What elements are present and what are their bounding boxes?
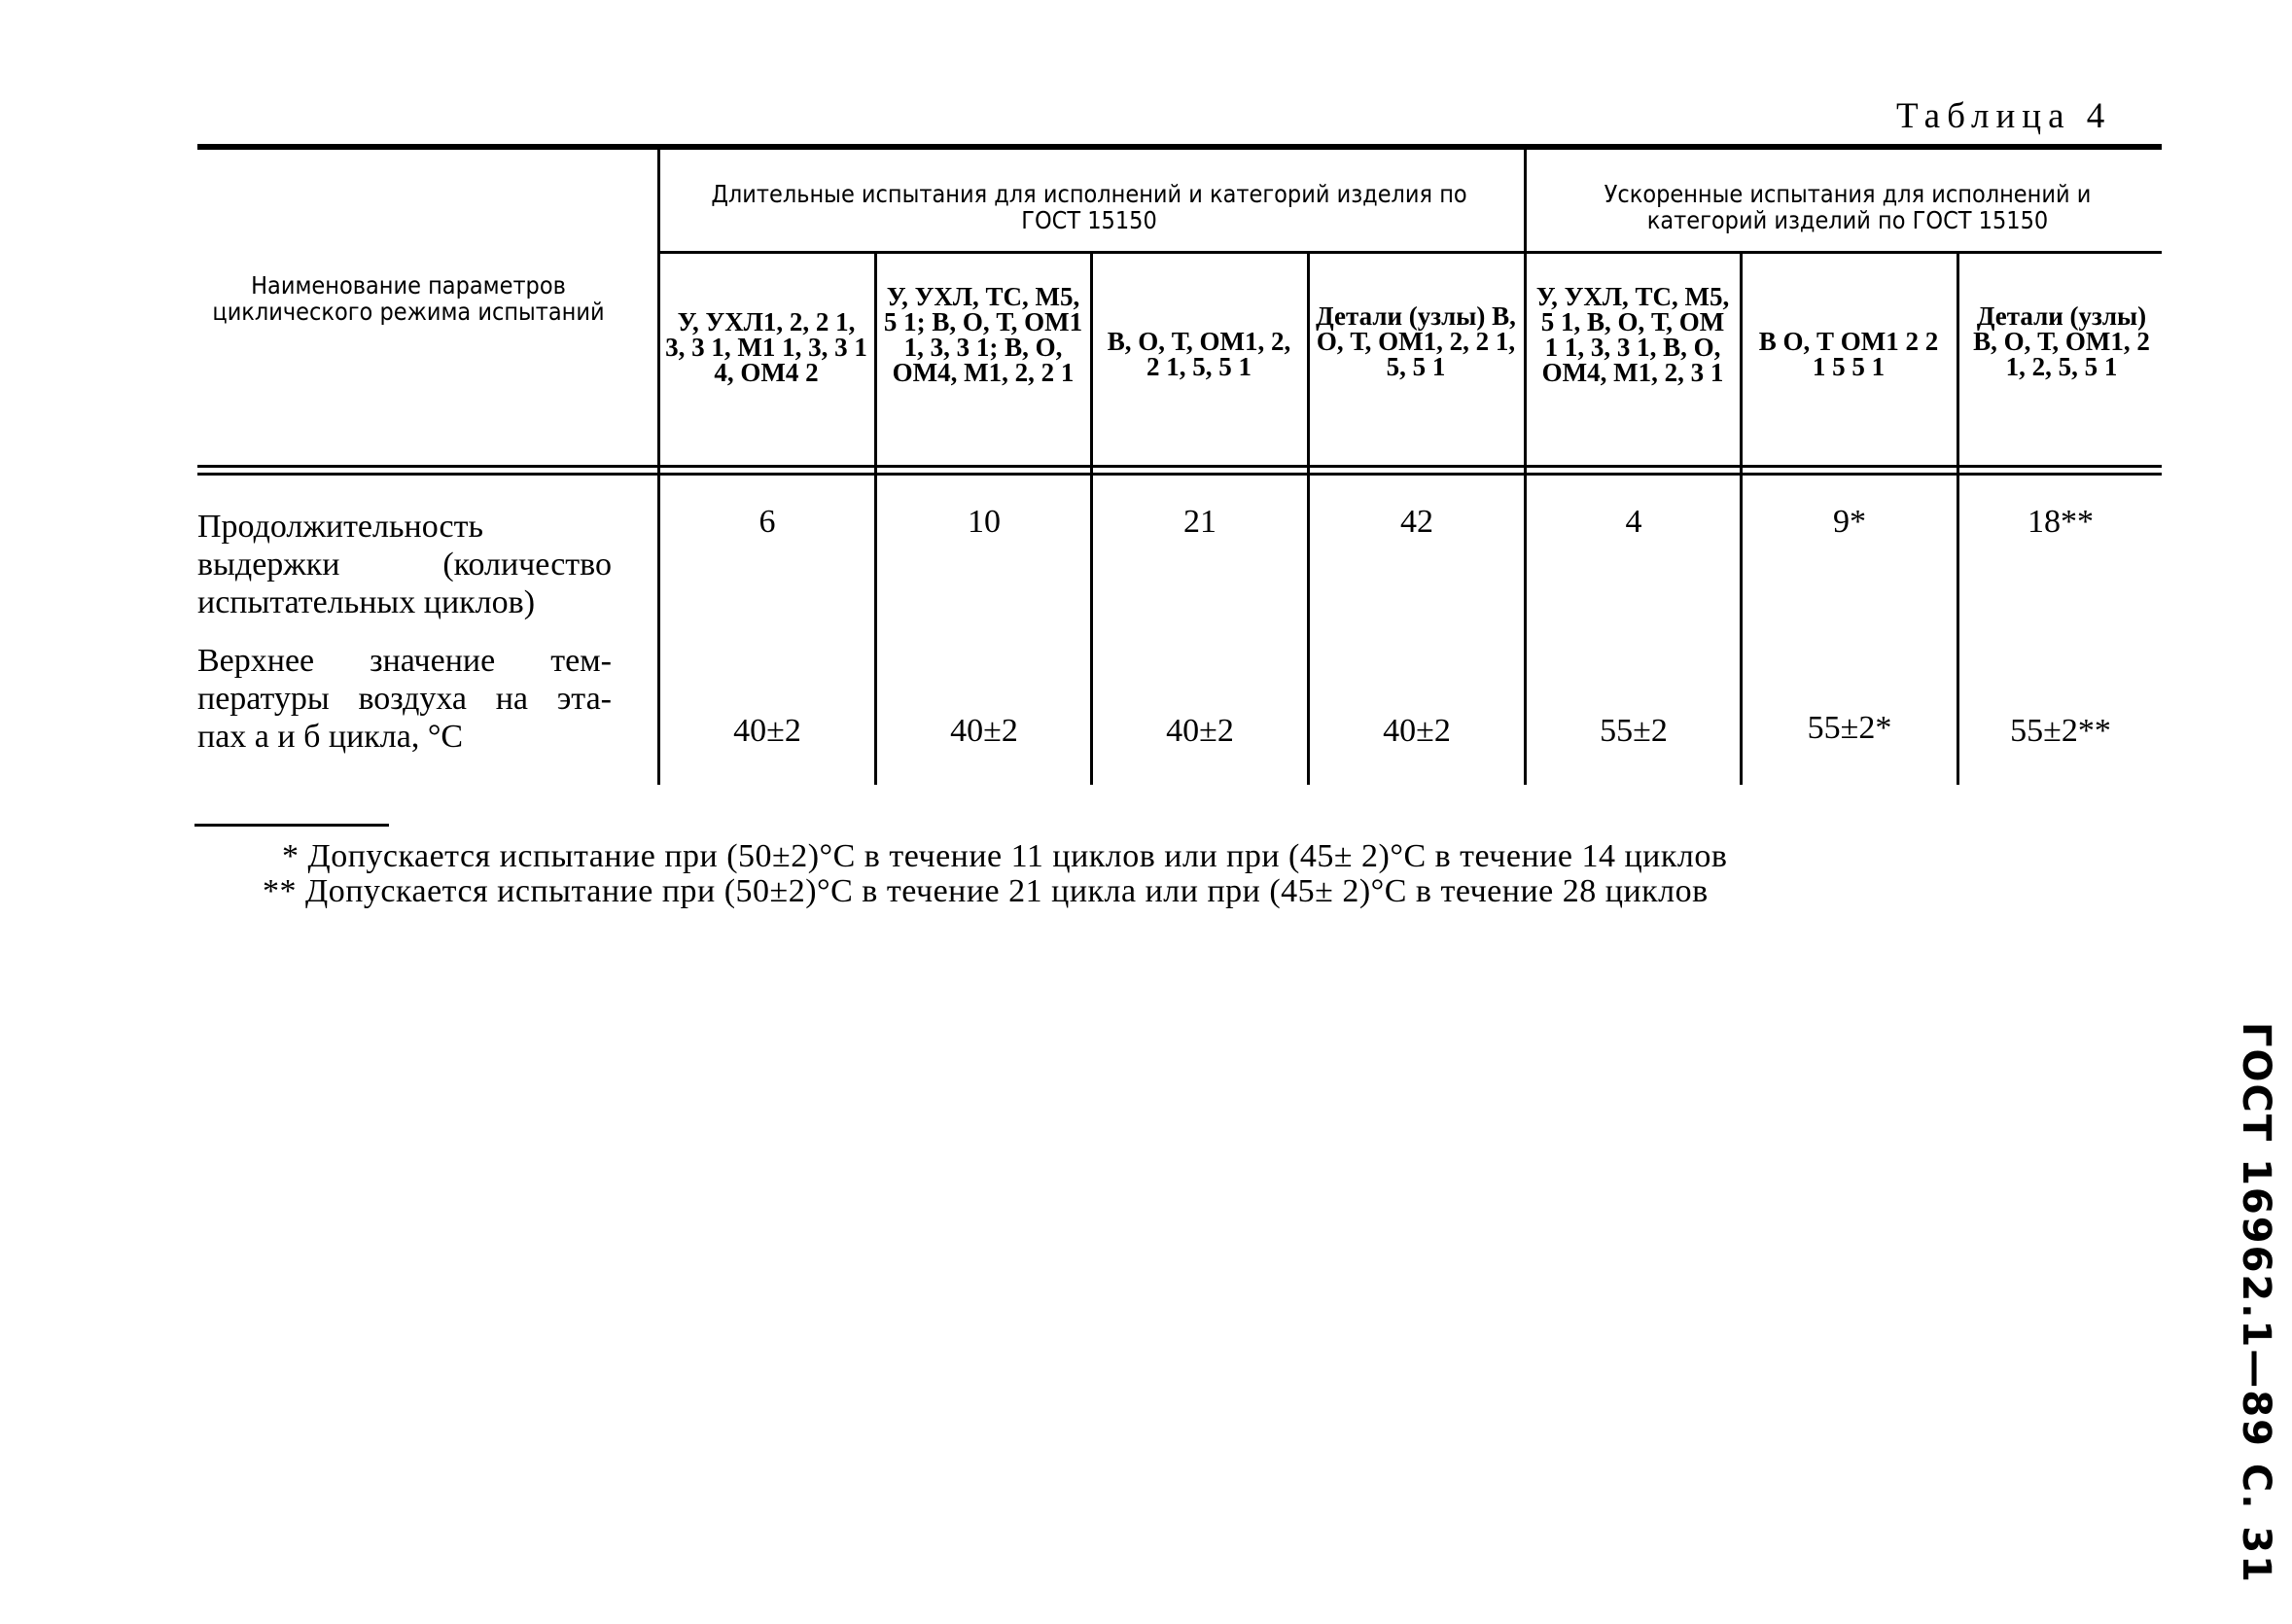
page-side-label <box>2227 1022 2285 1584</box>
group-header-rule <box>658 251 2162 254</box>
temperature-value-col-4: 40±2 <box>1383 713 1451 749</box>
row-temperature-label-line-3: пах а и б цикла, °С <box>197 719 464 755</box>
subheader-col-3: В, О, Т, ОМ1, 2, 2 1, 5, 5 1 <box>1107 327 1291 381</box>
row-duration-label <box>197 508 612 621</box>
temperature-value-col-3: 40±2 <box>1166 713 1234 749</box>
col-divider-1 <box>657 148 660 785</box>
subheader-col-6: В О, Т ОМ1 2 2 1 5 5 1 <box>1758 327 1939 381</box>
temperature-value-col-1: 40±2 <box>733 713 801 749</box>
duration-value-col-1: 6 <box>758 504 776 540</box>
duration-value-col-2: 10 <box>968 504 1001 540</box>
duration-value-col-6: 9* <box>1833 504 1866 540</box>
temperature-value-col-5: 55±2 <box>1600 713 1668 749</box>
row-duration-label-line-2: выдержки (количество <box>197 547 612 583</box>
subheader-col-7: Детали (узлы) В, О, Т, ОМ1, 2 1, 2, 5, 5 1 <box>1973 301 2150 381</box>
col-divider-5 <box>1524 148 1527 785</box>
row-temperature-label-line-1: Верхнее значение тем- <box>197 643 612 679</box>
table-top-rule <box>197 144 2162 150</box>
footnote-1: * Допускается испытание при (50±2)°С в течение 11 циклов или при (45± 2)°С в течение 14 циклов <box>282 838 1728 874</box>
subheader-col-5: У, УХЛ, ТС, М5, 5 1, В, О, Т, ОМ 1 1, 3, 3 1, В, О, ОМ4, М1, 2, 3 1 <box>1535 282 1730 387</box>
temperature-value-col-2: 40±2 <box>950 713 1018 749</box>
header-bottom-rule-2 <box>197 473 2162 476</box>
header-bottom-rule-1 <box>197 465 2162 468</box>
row-temperature-label <box>197 642 612 756</box>
row-duration-label-line-3: испытательных циклов) <box>197 584 536 620</box>
side-label-text: ГОСТ 16962.1—89 С. 31 <box>2234 1022 2278 1584</box>
duration-value-col-3: 21 <box>1183 504 1217 540</box>
accelerated-tests-group-header: Ускоренные испытания для исполнений и категорий изделий по ГОСТ 15150 <box>1604 180 2092 234</box>
param-name-header: Наименование параметров циклического режима испытаний <box>212 271 605 326</box>
row-duration-label-line-1: Продолжительность <box>197 509 483 545</box>
temperature-value-col-7: 55±2** <box>2010 713 2111 749</box>
duration-value-col-4: 42 <box>1400 504 1433 540</box>
subheader-col-2: У, УХЛ, ТС, М5, 5 1; В, О, Т, ОМ1 1, 3, 3 1; В, О, ОМ4, М1, 2, 2 1 <box>883 282 1083 387</box>
table-caption: Таблица 4 <box>1896 96 2112 136</box>
row-temperature-label-line-2: пературы воздуха на эта- <box>197 681 612 717</box>
subheader-col-4: Детали (узлы) В, О, Т, ОМ1, 2, 2 1, 5, 5 1 <box>1316 301 1516 381</box>
footnote-separator <box>194 824 389 827</box>
footnote-2: ** Допускается испытание при (50±2)°С в течение 21 цикла или при (45± 2)°С в течение 28 циклов <box>263 873 1709 909</box>
subheader-col-1: У, УХЛ1, 2, 2 1, 3, 3 1, М1 1, 3, 3 1 4, ОМ4 2 <box>665 307 867 387</box>
duration-value-col-7: 18** <box>2028 504 2094 540</box>
temperature-value-col-6: 55±2* <box>1807 710 1892 746</box>
long-tests-group-header: Длительные испытания для исполнений и категорий изделия по ГОСТ 15150 <box>711 180 1467 234</box>
duration-value-col-5: 4 <box>1625 504 1642 540</box>
